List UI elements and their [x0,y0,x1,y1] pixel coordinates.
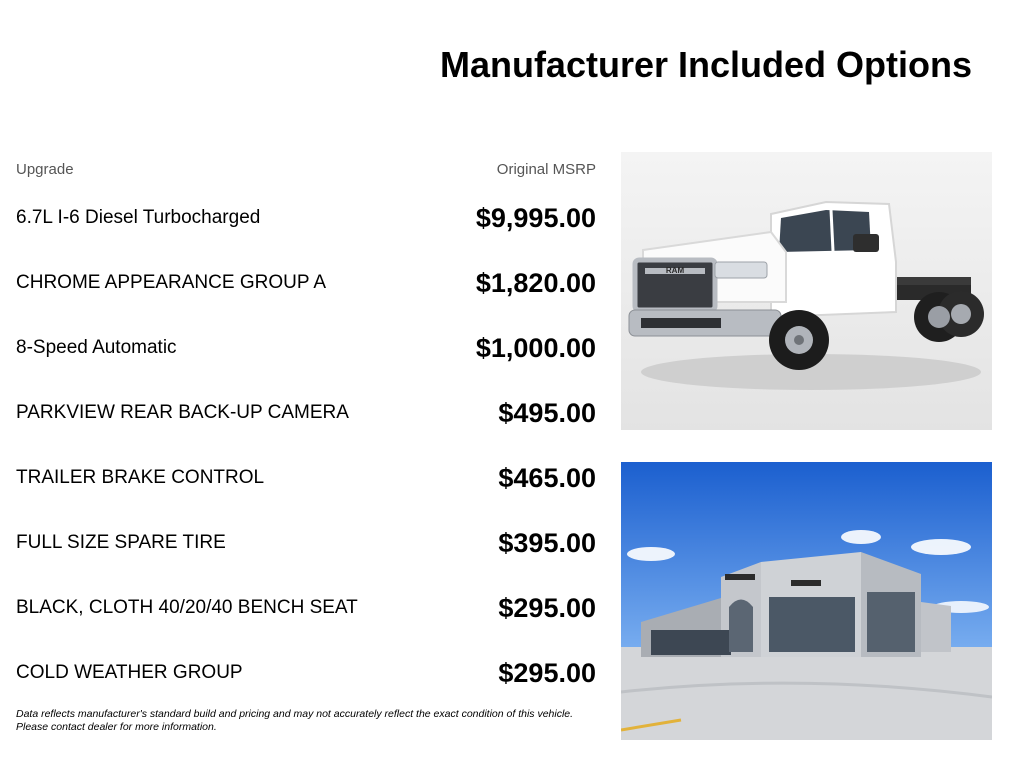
option-name: 8-Speed Automatic [16,337,177,358]
dealership-photo [621,462,992,740]
page-title: Manufacturer Included Options [439,44,972,85]
disclaimer-line: Please contact dealer for more information. [16,721,217,733]
table-row [16,265,596,301]
table-row [16,525,596,561]
option-price: $465.00 [498,462,596,493]
option-price: $395.00 [498,527,596,558]
option-price: $295.00 [498,657,596,688]
disclaimer-line: Data reflects manufacturer's standard build and pricing and may not accurately reflect the exact condition of this vehicle. [16,708,574,720]
ram-badge: RAM [665,266,685,275]
table-row [16,200,596,236]
table-row [16,395,596,431]
option-name: FULL SIZE SPARE TIRE [16,532,226,553]
option-price: $295.00 [498,592,596,623]
option-name: TRAILER BRAKE CONTROL [16,467,265,488]
options-table [16,160,596,688]
truck-illustration [621,152,992,430]
option-price: $1,820.00 [475,267,596,298]
table-row [16,590,596,626]
dealership-illustration [621,462,992,740]
option-name: 6.7L I-6 Diesel Turbocharged [16,207,261,228]
header-upgrade: Upgrade [16,161,74,178]
truck-photo [621,152,992,430]
table-row [16,655,596,691]
table-row [16,460,596,496]
option-price: $1,000.00 [475,332,596,363]
header-original-msrp: Original MSRP [496,161,596,178]
option-name: PARKVIEW REAR BACK-UP CAMERA [16,402,349,423]
option-price: $9,995.00 [475,202,596,233]
option-name: BLACK, CLOTH 40/20/40 BENCH SEAT [16,597,358,618]
disclaimer [16,708,616,734]
option-name: COLD WEATHER GROUP [16,662,243,683]
option-name: CHROME APPEARANCE GROUP A [16,272,327,293]
table-row [16,330,596,366]
option-price: $495.00 [498,397,596,428]
table-header [16,160,596,180]
